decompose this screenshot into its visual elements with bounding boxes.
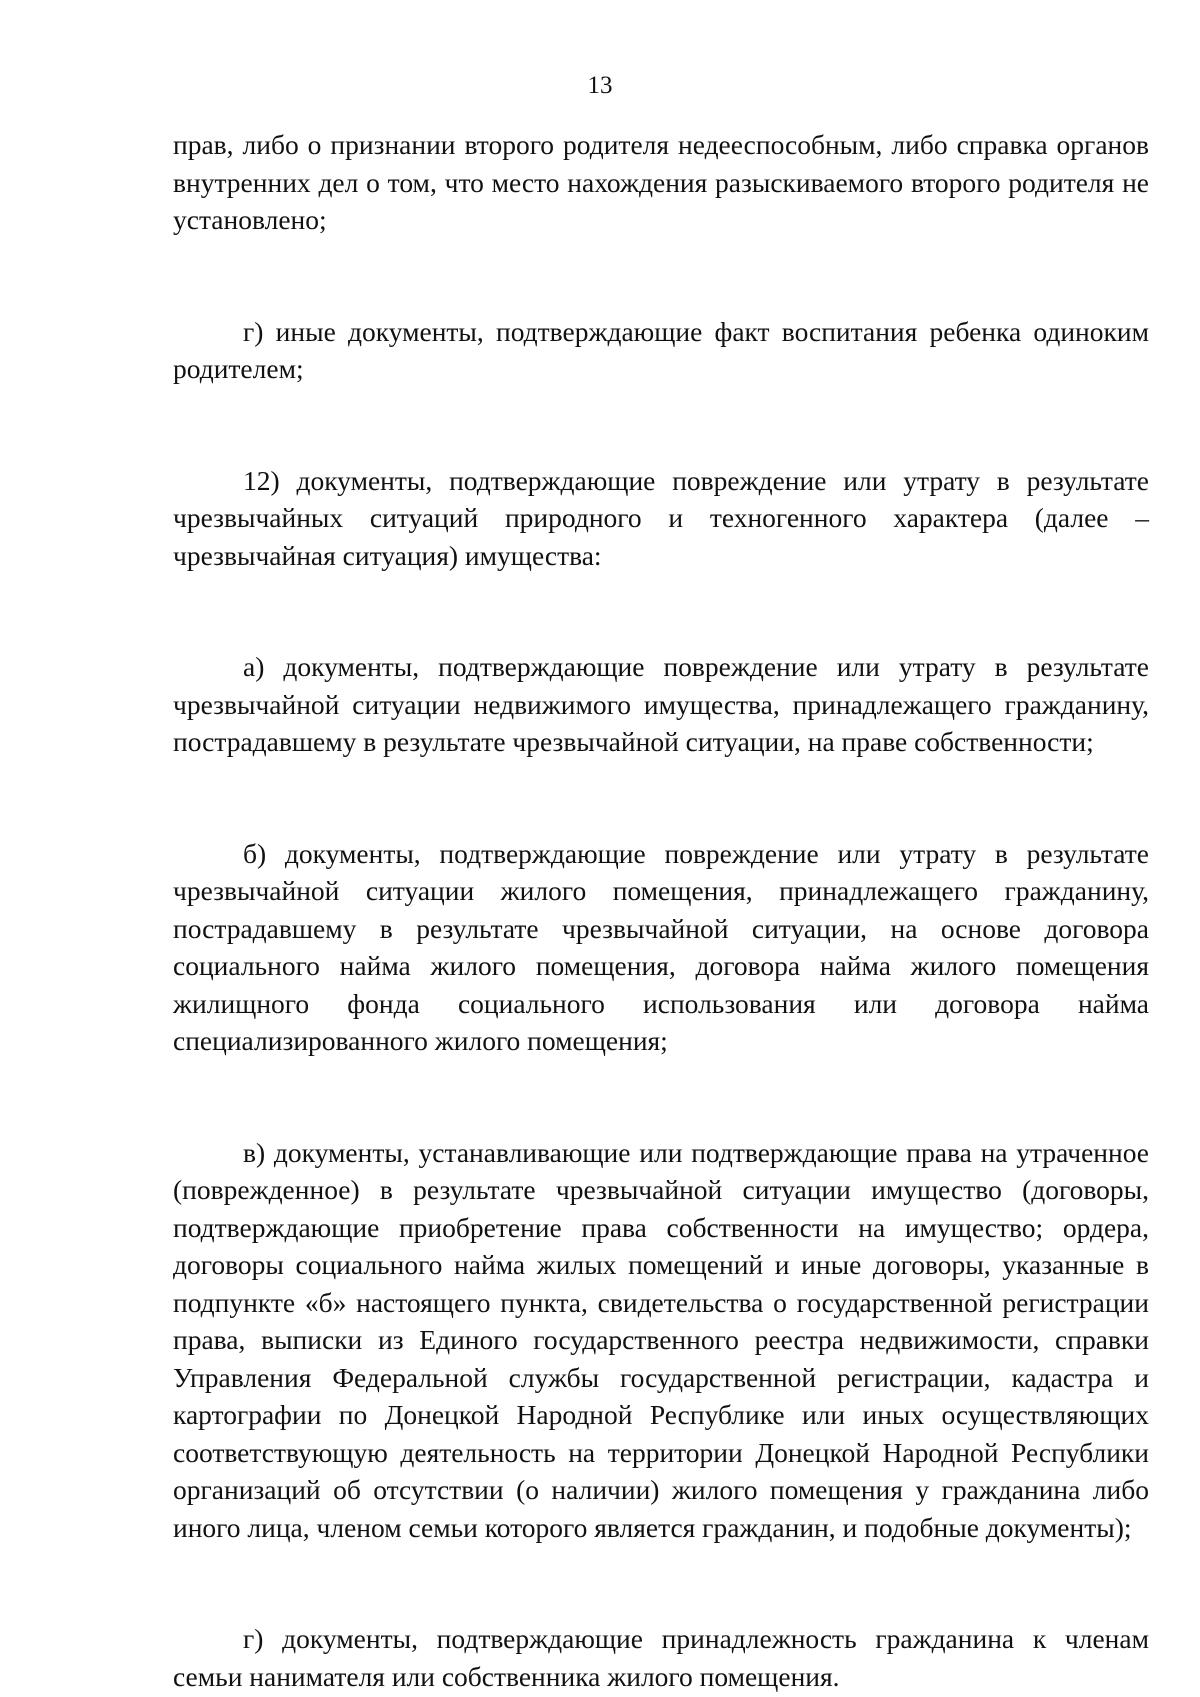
page-number: 13	[587, 72, 613, 99]
paragraph-subitem-g-single-parent: г) иные документы, подтверждающие факт воспитания ребенка одиноким родителем;	[173, 315, 1149, 384]
paragraph-item-12-emergency-property: 12) документы, подтверждающие повреждение или утрату в результате чрезвычайных ситуаций природного и техногенного характера (далее – чрезвычайная ситуация) имущества:	[173, 464, 1149, 571]
paragraph-subitem-g-family-membership: г) документы, подтверждающие принадлежность гражданина к членам семьи нанимателя или собственника жилого помещения.	[173, 1623, 1149, 1692]
paragraph-continuation: прав, либо о признании второго родителя недееспособным, либо справка органов внутренних дел о том, что место нахождения разыскиваемого второго родителя не установлено;	[173, 129, 1149, 235]
document-body	[173, 126, 1149, 1695]
paragraph-subitem-a-real-estate: а) документы, подтверждающие повреждение или утрату в результате чрезвычайной ситуации недвижимого имущества, принадлежащего гражданину, пострадавшему в результате чрезвычайной ситуации, на праве собственности;	[173, 651, 1149, 757]
paragraph-subitem-v-property-rights: в) документы, устанавливающие или подтверждающие права на утраченное (поврежденное) в результате чрезвычайной ситуации имущество (договоры, подтверждающие приобретение права собственности на имущество; ордера, договоры социального найма жилых помещений и иные договоры, указанные в подпункте «б» настоящего пункта, свидетельства о государственной регистрации права, выписки из Единого государственного реестра недвижимости, справки Управления Федеральной службы государственной регистрации, кадастра и картографии по Донецкой Народной Республике или иных осуществляющих соответствующую деятельность на территории Донецкой Народной Республики организаций об отсутствии (о наличии) жилого помещения у гражданина либо иного лица, членом семьи которого является гражданин, и подобные документы);	[173, 1136, 1149, 1543]
paragraph-subitem-b-housing-lease: б) документы, подтверждающие повреждение или утрату в результате чрезвычайной ситуации жилого помещения, принадлежащего гражданину, пострадавшему в результате чрезвычайной ситуации, на основе договора социального найма жилого помещения, договора найма жилого помещения жилищного фонда социального использования или договора найма специализированного жилого помещения;	[173, 837, 1149, 1056]
